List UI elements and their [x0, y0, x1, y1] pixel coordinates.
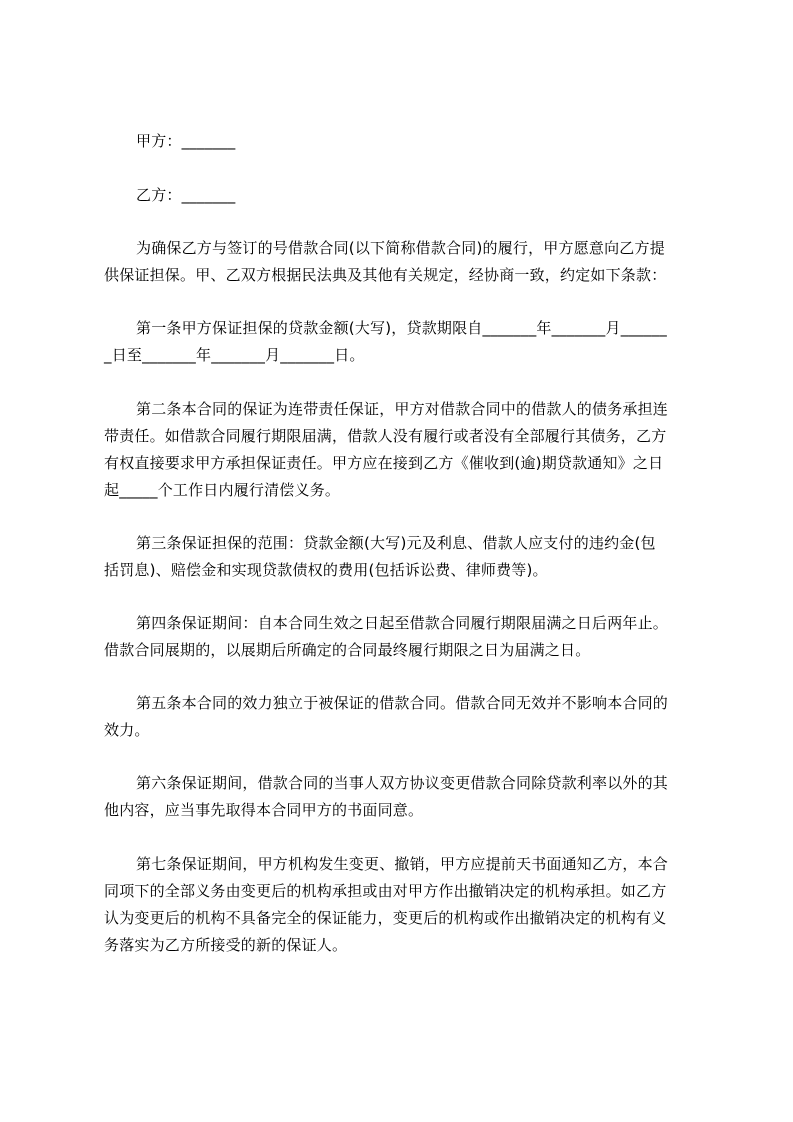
- article7-line-4: 务落实为乙方所接受的新的保证人。: [104, 936, 348, 954]
- article3-line-1: 第三条保证担保的范围：贷款金额(大写)元及利息、借款人应支付的违约金(包: [136, 534, 656, 552]
- article6-line-1: 第六条保证期间，借款合同的当事人双方协议变更借款合同除贷款利率以外的其: [136, 774, 669, 792]
- article4-line-1: 第四条保证期间：自本合同生效之日起至借款合同履行期限届满之日后两年止。: [136, 614, 669, 632]
- article3-line-2: 括罚息)、赔偿金和实现贷款债权的费用(包括诉讼费、律师费等)。: [104, 561, 548, 579]
- article2-line-3: 有权直接要求甲方承担保证责任。甲方应在接到乙方《催收到(逾)期贷款通知》之日: [104, 454, 664, 472]
- article1-line-2: _日至_______年_______月_______日。: [104, 346, 365, 364]
- article1-line-1: 第一条甲方保证担保的贷款金额(大写)，贷款期限自_______年_______月______: [136, 319, 667, 337]
- intro-line-2: 供保证担保。甲、乙双方根据民法典及其他有关规定，经协商一致，约定如下条款：: [104, 266, 667, 284]
- article2-line-2: 带责任。如借款合同履行期限届满，借款人没有履行或者没有全部履行其债务，乙方: [104, 427, 667, 445]
- article2-line-1: 第二条本合同的保证为连带责任保证，甲方对借款合同中的借款人的债务承担连: [136, 400, 669, 418]
- article5-line-2: 效力。: [104, 721, 150, 739]
- article4-line-2: 借款合同展期的，以展期后所确定的合同最终履行期限之日为届满之日。: [104, 641, 591, 659]
- article7-line-1: 第七条保证期间，甲方机构发生变更、撤销，甲方应提前天书面通知乙方，本合: [136, 855, 669, 873]
- article6-line-2: 他内容，应当事先取得本合同甲方的书面同意。: [104, 801, 424, 819]
- article2-line-4: 起_____个工作日内履行清偿义务。: [104, 481, 341, 499]
- intro-line-1: 为确保乙方与签订的号借款合同(以下简称借款合同)的履行，甲方愿意向乙方提: [136, 239, 665, 257]
- party-b-line: 乙方：_______: [136, 186, 236, 204]
- article5-line-1: 第五条本合同的效力独立于被保证的借款合同。借款合同无效并不影响本合同的: [136, 694, 669, 712]
- article7-line-2: 同项下的全部义务由变更后的机构承担或由对甲方作出撤销决定的机构承担。如乙方: [104, 882, 667, 900]
- article7-line-3: 认为变更后的机构不具备完全的保证能力，变更后的机构或作出撤销决定的机构有义: [104, 909, 667, 927]
- party-a-line: 甲方：_______: [136, 132, 236, 150]
